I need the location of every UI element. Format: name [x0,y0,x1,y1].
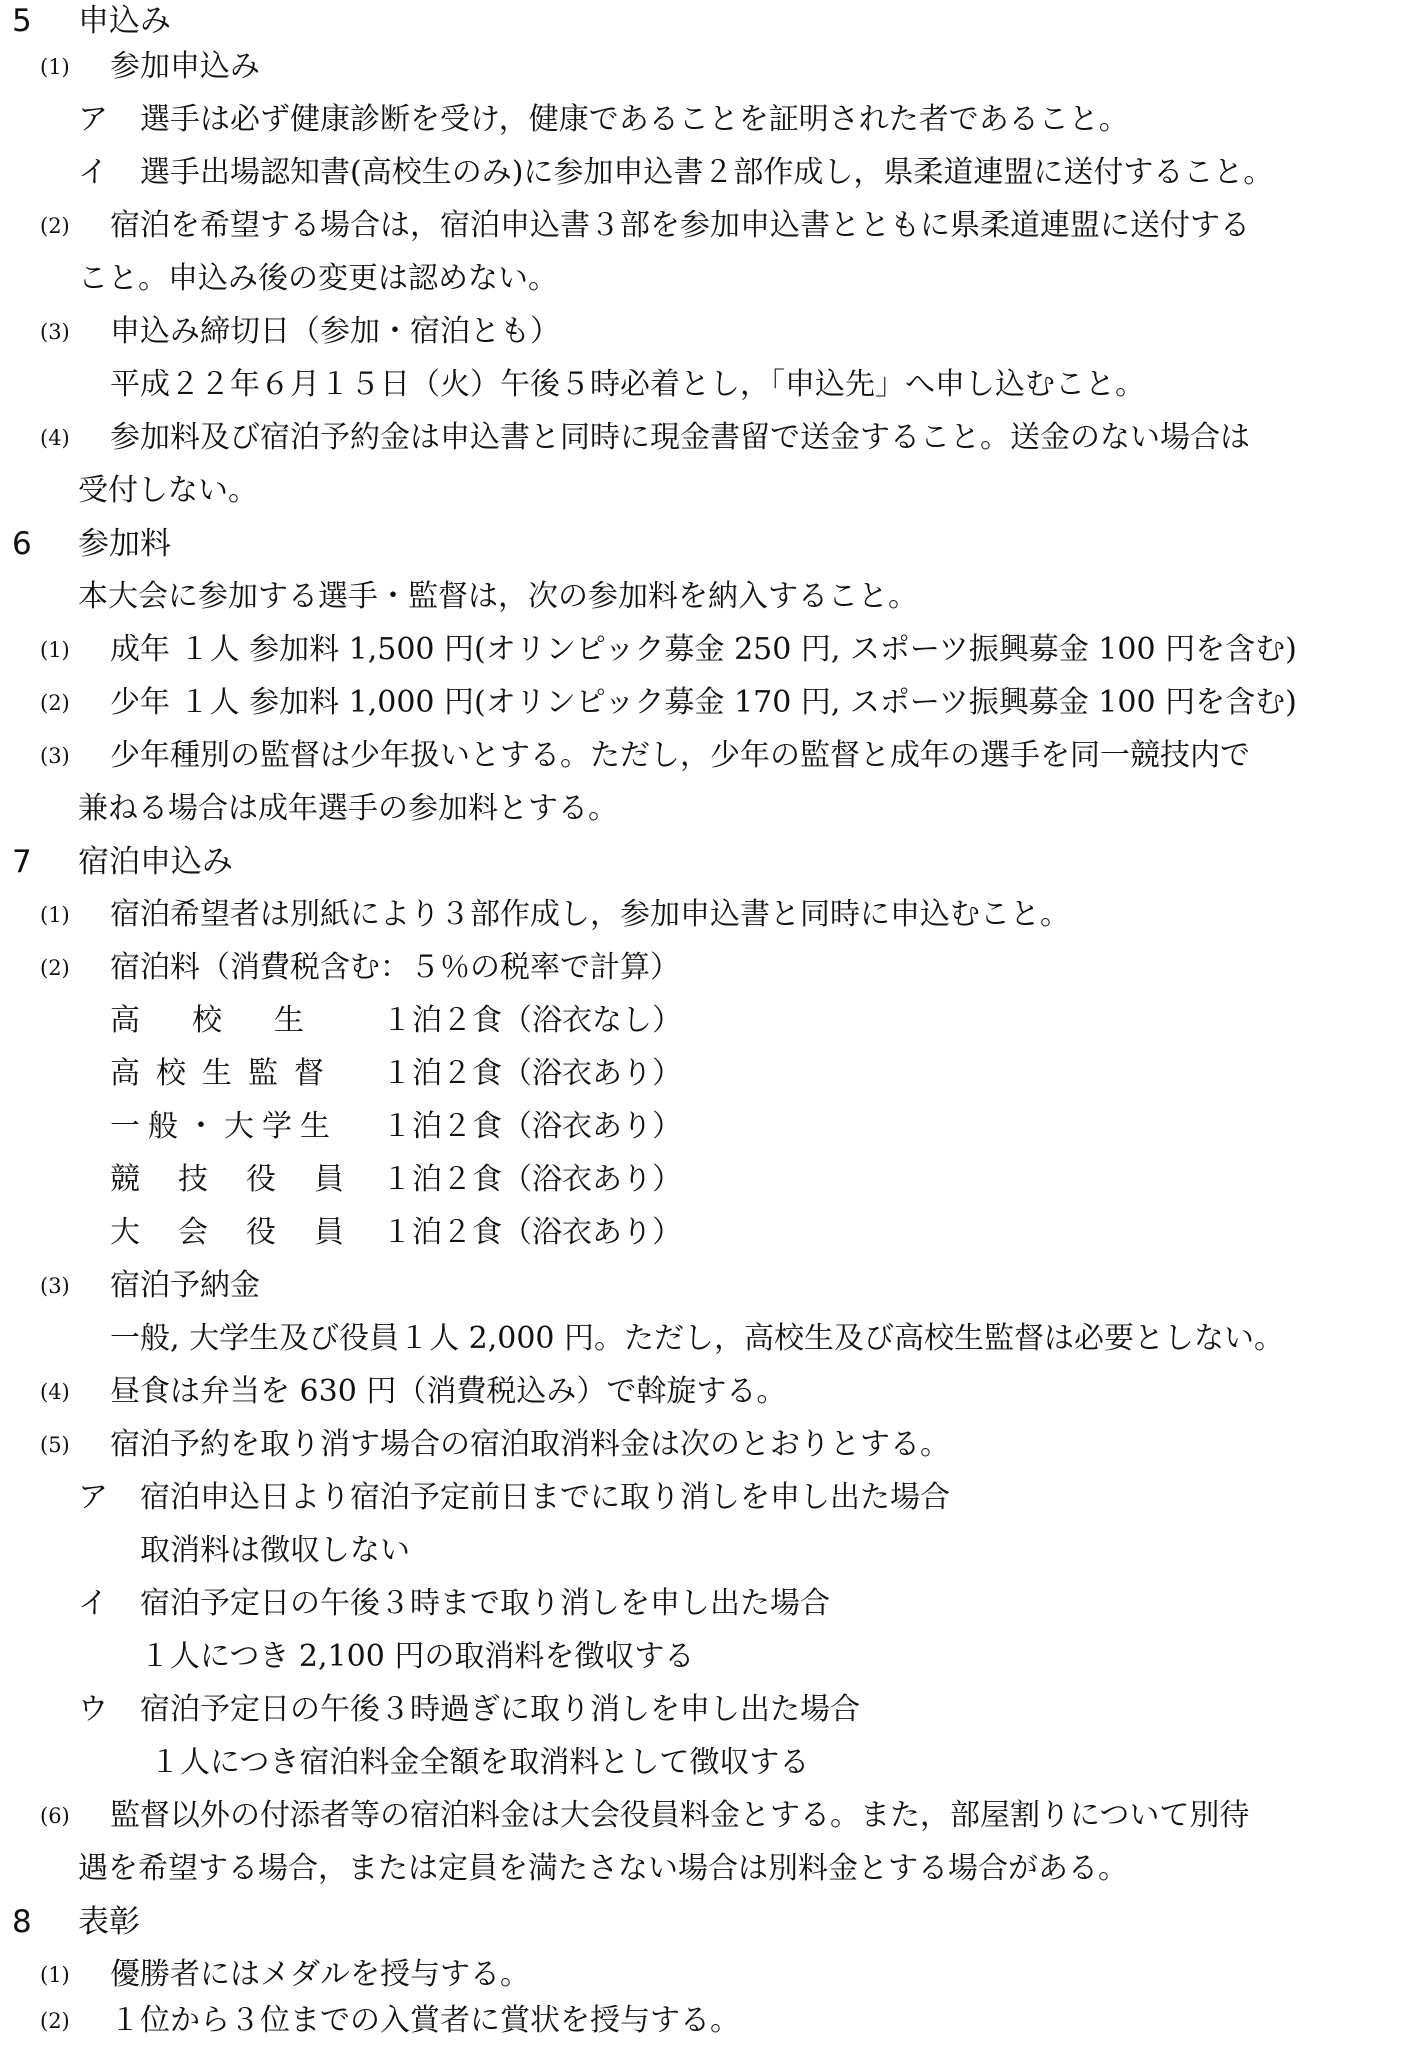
item-text: 選手は必ず健康診断を受け，健康であることを証明された者であること。 [140,102,1129,137]
paragraph-text: 本大会に参加する選手・監督は，次の参加料を納入すること。 [78,579,918,614]
item-marker: (1) [40,638,70,662]
rate-label: 大会役員 [110,1215,382,1250]
item-marker: (3) [40,744,70,768]
item-text: 遇を希望する場合，または定員を満たさない場合は別料金とする場合がある。 [78,1851,1128,1886]
rate-meal: １泊２食（浴衣あり） [382,1109,682,1144]
section-number: 7 [12,844,32,880]
item-text: 宿泊申込日より宿泊予定前日までに取り消しを申し出た場合 [140,1480,950,1515]
rate-meal: １泊２食（浴衣なし） [382,1003,682,1038]
item-text: １人につき宿泊料金全額を取消料として徴収する [150,1745,810,1780]
rate-label: 高校生監督 [110,1056,340,1091]
item-marker: ア [78,102,108,137]
item-text: １位から３位までの入賞者に賞状を授与する。 [110,2003,740,2038]
rate-label: 高校生 [110,1003,356,1038]
item-text: 平成２２年６月１５日（火）午後５時必着とし，「申込先」へ申し込むこと。 [110,367,1145,402]
item-marker: ア [78,1480,108,1515]
item-text: 宿泊希望者は別紙により３部作成し，参加申込書と同時に申込むこと。 [110,897,1070,932]
section-title: 表彰 [78,1904,140,1940]
item-text: 優勝者にはメダルを授与する。 [110,1957,530,1992]
item-text: 宿泊料（消費税含む：５％の税率で計算） [110,950,680,985]
item-text: 取消料は徴収しない [140,1533,410,1568]
item-marker: (1) [40,1963,70,1987]
item-text: 参加料及び宿泊予約金は申込書と同時に現金書留で送金すること。送金のない場合は [110,420,1250,455]
item-text: 少年 １人 参加料 1,000 円(オリンピック募金 170 円, スポーツ振興募金 100 円を含む) [110,685,1297,720]
item-text: 兼ねる場合は成年選手の参加料とする。 [78,791,618,826]
section-title: 参加料 [78,526,171,562]
item-marker: イ [78,1586,108,1621]
item-marker: (6) [40,1804,70,1828]
item-text: 昼食は弁当を 630 円（消費税込み）で斡旋する。 [110,1374,787,1409]
section-number: 5 [12,3,32,39]
item-text: 選手出場認知書(高校生のみ)に参加申込書２部作成し，県柔道連盟に送付すること。 [140,155,1274,190]
item-marker: (2) [40,956,70,980]
rate-label: 一般・大学生 [110,1109,338,1144]
item-marker: (1) [40,903,70,927]
item-text: 宿泊予納金 [110,1268,260,1303]
rate-meal: １泊２食（浴衣あり） [382,1056,682,1091]
item-text: 一般, 大学生及び役員１人 2,000 円。ただし，高校生及び高校生監督は必要としない。 [110,1321,1285,1356]
item-marker: (3) [40,1274,70,1298]
item-text: こと。申込み後の変更は認めない。 [78,261,558,296]
item-marker: (4) [40,426,70,450]
section-number: 6 [12,526,32,562]
item-text: 宿泊予約を取り消す場合の宿泊取消料金は次のとおりとする。 [110,1427,950,1462]
item-marker: イ [78,155,108,190]
item-marker: (2) [40,214,70,238]
section-number: 8 [12,1904,32,1940]
item-text: 受付しない。 [78,473,258,508]
item-marker: (2) [40,691,70,715]
rate-meal: １泊２食（浴衣あり） [382,1215,682,1250]
item-marker: ウ [78,1692,108,1727]
section-title: 申込み [78,3,171,39]
item-text: 宿泊予定日の午後３時過ぎに取り消しを申し出た場合 [140,1692,860,1727]
item-marker: (3) [40,320,70,344]
item-text: 申込み締切日（参加・宿泊とも） [110,314,560,349]
rate-meal: １泊２食（浴衣あり） [382,1162,682,1197]
item-text: 少年種別の監督は少年扱いとする。ただし，少年の監督と成年の選手を同一競技内で [110,738,1250,773]
rate-label: 競技役員 [110,1162,382,1197]
item-marker: (1) [40,55,70,79]
item-marker: (4) [40,1380,70,1404]
item-marker: (5) [40,1433,70,1457]
item-text: 成年 １人 参加料 1,500 円(オリンピック募金 250 円, スポーツ振興募金 100 円を含む) [110,632,1297,667]
item-text: 参加申込み [110,49,260,84]
item-marker: (2) [40,2009,70,2033]
item-text: １人につき 2,100 円の取消料を徴収する [140,1639,695,1674]
item-text: 宿泊予定日の午後３時まで取り消しを申し出た場合 [140,1586,830,1621]
item-text: 宿泊を希望する場合は，宿泊申込書３部を参加申込書とともに県柔道連盟に送付する [110,208,1250,243]
section-title: 宿泊申込み [78,844,233,880]
item-text: 監督以外の付添者等の宿泊料金は大会役員料金とする。また，部屋割りについて別待 [110,1798,1250,1833]
